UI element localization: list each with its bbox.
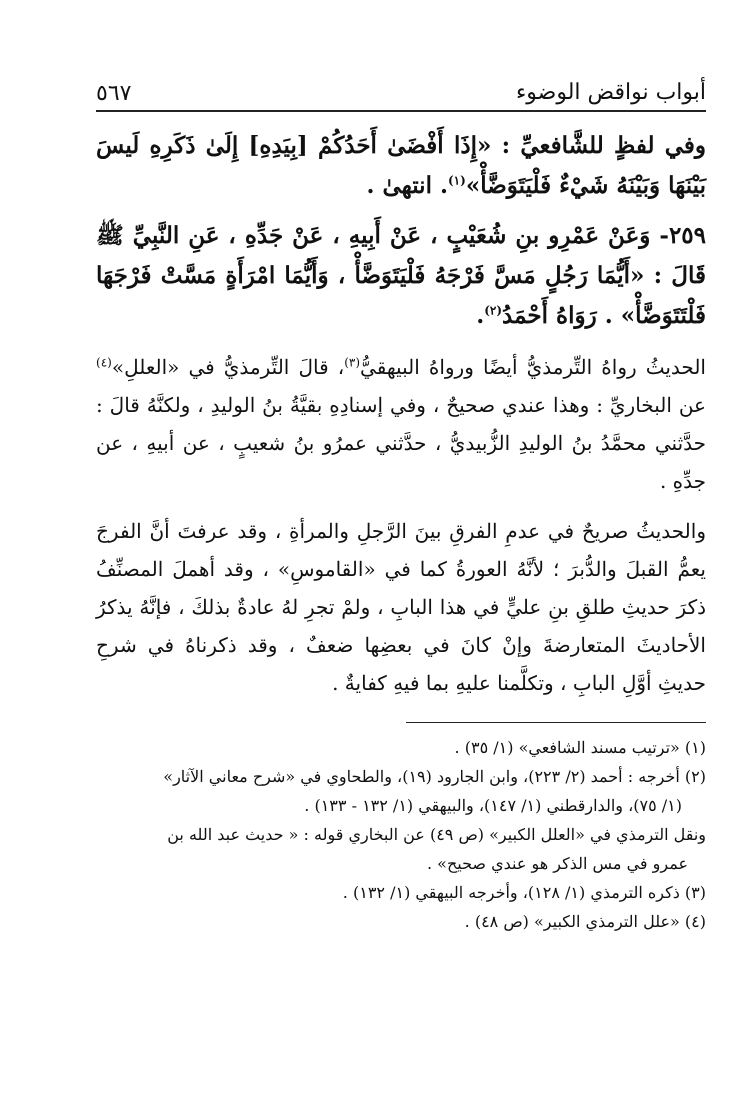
commentary-part-c: عن البخاريِّ : وهذا عندي صحيحٌ ، وفي إسنادِهِ بقيَّةُ بنُ الوليدِ ، ولكنَّهُ قالَ : حدَّثني محمَّدُ بنُ الوليدِ الزُّبيديُّ ، حدَّثني عمرُو بنُ شعيبٍ ، عن أبيهِ ، عن جدِّهِ . [96, 393, 706, 493]
paragraph-commentary-1 [96, 348, 706, 500]
footnote-3: (٣) ذكره الترمذي (١/ ١٢٨)، وأخرجه البيهقي (١/ ١٣٢) . [342, 883, 706, 902]
footnote-ref-1: (١) [447, 173, 466, 188]
paragraph-tail: . انتهىٰ . [366, 172, 448, 199]
commentary-part-b: ، قالَ التِّرمذيُّ في «العللِ» [111, 355, 345, 379]
hadith-tail: . [476, 302, 485, 329]
running-title: أبواب نواقض الوضوء [515, 80, 706, 105]
footnote-2-note: ونقل الترمذي في «العلل الكبير» (ص ٤٩) عن البخاري قوله : « حديث عبد الله بن [167, 825, 706, 844]
footnote-1: (١) «ترتيب مسند الشافعي» (١/ ٣٥) . [454, 738, 706, 757]
page-header [96, 74, 706, 112]
hadith-text: ٢٥٩- وَعَنْ عَمْرِو بنِ شُعَيْبٍ ، عَنْ أَبِيهِ ، عَنْ جَدِّهِ ، عَنِ النَّبِيِّ ﷺ قَالَ : «أَيُّمَا رَجُلٍ مَسَّ فَرْجَهُ فَلْيَتَوَضَّأْ ، وَأَيُّمَا امْرَأَةٍ مَسَّتْ فَرْجَهَا فَلْتَتَوَضَّأْ» . رَوَاهُ أَحْمَدُ [96, 222, 706, 329]
paragraph-commentary-2: والحديثُ صريحٌ في عدمِ الفرقِ بينَ الرَّجلِ والمرأةِ ، وقد عرفتَ أنَّ الفرجَ يعمُّ القبلَ والدُّبرَ ؛ لأنَّهُ العورةُ كما في «القاموسِ» ، وقد أهملَ المصنِّفُ ذكرَ حديثِ طلقِ بنِ عليٍّ في هذا البابِ ، ولمْ تجرِ لهُ عادةٌ بذلكَ ، فإنَّهُ يذكرُ الأحاديثَ المتعارضةَ وإنْ كانَ في بعضِها ضعفٌ ، وقد ذكرناهُ في شرحِ حديثِ أوَّلِ البابِ ، وتكلَّمنا عليهِ بما فيهِ كفايةٌ . [96, 519, 706, 695]
footnotes [96, 733, 706, 936]
footnote-ref-2: (٢) [484, 303, 503, 318]
paragraph-text: وفي لفظٍ للشَّافعيِّ : «إِذَا أَفْضَىٰ أَحَدُكُمْ [بِيَدِهِ] إِلَىٰ ذَكَرِهِ لَيسَ بَيْنَهَا وَبَيْنَهُ شَيْءٌ فَلْيَتَوَضَّأْ» [96, 132, 706, 199]
footnote-2: (٢) أخرجه : أحمد (٢/ ٢٢٣)، وابن الجارود (١٩)، والطحاوي في «شرح معاني الآثار» [163, 767, 706, 786]
footnote-2-continued: (١/ ٧٥)، والدارقطني (١/ ١٤٧)، والبيهقي (١/ ١٣٢ - ١٣٣) . [304, 796, 682, 815]
footnote-ref-4: (٤) [96, 355, 112, 370]
paragraph-shafii-wording [96, 126, 706, 206]
footnote-4: (٤) «علل الترمذي الكبير» (ص ٤٨) . [464, 912, 706, 931]
commentary-part-a: الحديثُ رواهُ التِّرمذيُّ أيضًا ورواهُ البيهقيُّ [360, 355, 706, 379]
book-page [96, 74, 706, 936]
main-text [96, 126, 706, 702]
footnote-separator [406, 722, 706, 723]
footnote-2-note-continued: عمرو في مس الذكر هو عندي صحيح» . [426, 854, 688, 873]
footnote-ref-3: (٣) [344, 355, 361, 370]
hadith-259 [96, 216, 706, 336]
page-number: ٥٦٧ [96, 81, 132, 106]
